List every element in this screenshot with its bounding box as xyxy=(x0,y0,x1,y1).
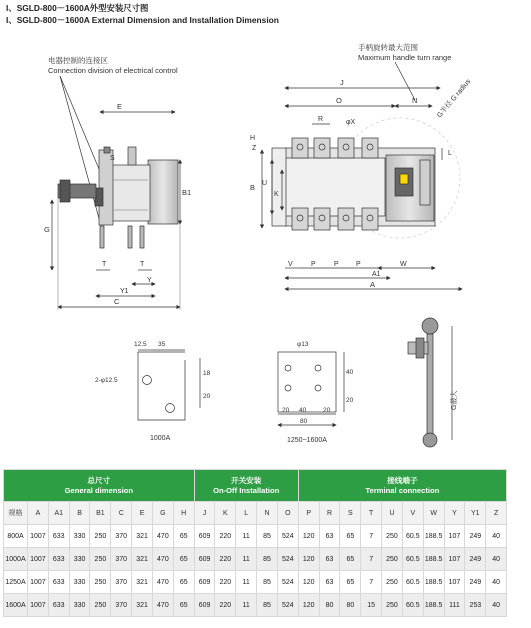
th: U xyxy=(382,502,403,525)
dim-P3: P xyxy=(356,261,361,268)
table-cell: 120 xyxy=(298,571,319,594)
row-spec-cell: 1600A xyxy=(4,594,28,617)
table-cell: 63 xyxy=(319,571,340,594)
table-cell: 65 xyxy=(340,571,361,594)
dim-N: N xyxy=(412,96,418,105)
radius-label: G半径 G radius xyxy=(436,78,473,120)
dim-C: C xyxy=(114,297,120,306)
table-cell: 370 xyxy=(111,525,132,548)
row-spec-cell: 800A xyxy=(4,525,28,548)
caption-1000a: 1000A xyxy=(150,435,171,442)
table-cell: 188.5 xyxy=(423,525,444,548)
table-cell: 7 xyxy=(361,548,382,571)
th: C xyxy=(111,502,132,525)
table-cell: 470 xyxy=(152,571,173,594)
dim-E: E xyxy=(117,102,123,111)
table-cell: 524 xyxy=(277,571,298,594)
table-cell: 188.5 xyxy=(423,594,444,617)
table-cell: 63 xyxy=(319,548,340,571)
d1250-20a: 20 xyxy=(282,407,290,414)
table-cell: 11 xyxy=(236,594,257,617)
table-cell: 321 xyxy=(132,525,153,548)
table-row xyxy=(4,571,528,594)
table-cell: 250 xyxy=(90,548,111,571)
table-cell: 250 xyxy=(90,571,111,594)
dim-L: L xyxy=(448,150,452,157)
dim-T2: T xyxy=(140,261,145,268)
group-on-off-installation: 开关安装 On-Off Installation xyxy=(194,470,298,502)
table-cell: 330 xyxy=(69,525,90,548)
table-cell: 470 xyxy=(152,594,173,617)
table-cell: 609 xyxy=(194,594,215,617)
table-cell: 65 xyxy=(173,525,194,548)
table-cell: 330 xyxy=(69,548,90,571)
table-cell: 107 xyxy=(444,548,465,571)
dim-W: W xyxy=(400,261,407,268)
dim-J: J xyxy=(340,78,344,87)
table-cell: 1007 xyxy=(28,548,49,571)
table-cell: 250 xyxy=(382,525,403,548)
table-cell: 1007 xyxy=(28,525,49,548)
table-cell: 60.5 xyxy=(402,594,423,617)
dimension-table xyxy=(3,469,528,617)
th: S xyxy=(340,502,361,525)
table-cell: 321 xyxy=(132,594,153,617)
table-cell: 250 xyxy=(382,571,403,594)
table-cell: 1007 xyxy=(28,571,49,594)
dim-R: R xyxy=(318,116,324,123)
table-cell: 11 xyxy=(236,571,257,594)
th: A1 xyxy=(48,502,69,525)
th: G xyxy=(152,502,173,525)
table-cell: 609 xyxy=(194,548,215,571)
table-cell: 321 xyxy=(132,548,153,571)
table-cell: 40 xyxy=(486,571,507,594)
table-cell: 65 xyxy=(173,571,194,594)
table-cell: 633 xyxy=(48,525,69,548)
dim-Z: Z xyxy=(252,145,257,152)
dim-T1: T xyxy=(102,261,107,268)
table-cell: 524 xyxy=(277,525,298,548)
table-cell: 220 xyxy=(215,594,236,617)
d1000-18: 18 xyxy=(203,370,211,377)
handle-label-cn: 手柄旋转最大范围 xyxy=(358,43,418,52)
dim-H: H xyxy=(250,135,256,142)
table-cell: 7 xyxy=(361,525,382,548)
table-cell: 609 xyxy=(194,525,215,548)
table-cell: 253 xyxy=(465,594,486,617)
table-cell: 65 xyxy=(340,548,361,571)
table-cell: 609 xyxy=(194,571,215,594)
table-cell: 220 xyxy=(215,525,236,548)
caption-1250a: 1250~1600A xyxy=(287,437,327,444)
row-spec-cell: 1250A xyxy=(4,571,28,594)
table-cell: 633 xyxy=(48,594,69,617)
th-spec: 规格 xyxy=(4,502,28,525)
table-cell: 250 xyxy=(382,548,403,571)
table-cell: 188.5 xyxy=(423,548,444,571)
table-cell: 321 xyxy=(132,571,153,594)
table-cell: 120 xyxy=(298,548,319,571)
th: K xyxy=(215,502,236,525)
dim-A1: A1 xyxy=(372,271,381,278)
d1250-40h: 40 xyxy=(299,407,307,414)
th: H xyxy=(173,502,194,525)
table-cell: 1007 xyxy=(28,594,49,617)
dim-K: K xyxy=(274,191,279,198)
table-cell: 40 xyxy=(486,525,507,548)
d1250-20b: 20 xyxy=(323,407,331,414)
dim-B1: B1 xyxy=(182,188,192,197)
table-cell: 107 xyxy=(444,571,465,594)
table-cell: 120 xyxy=(298,525,319,548)
d1000-12-5: 12.5 xyxy=(134,341,147,348)
d1250-80: 80 xyxy=(300,418,308,425)
dim-U: U xyxy=(262,180,268,187)
dim-A: A xyxy=(370,280,376,289)
table-cell: 80 xyxy=(319,594,340,617)
th: O xyxy=(277,502,298,525)
table-cell: 60.5 xyxy=(402,525,423,548)
table-cell: 524 xyxy=(277,548,298,571)
table-cell: 370 xyxy=(111,548,132,571)
detail-1250a xyxy=(278,341,354,444)
table-cell: 330 xyxy=(69,594,90,617)
table-cell: 11 xyxy=(236,525,257,548)
table-cell: 470 xyxy=(152,525,173,548)
title-en: I、SGLD-800－1600A External Dimension and Installation Dimension xyxy=(6,15,279,25)
table-cell: 60.5 xyxy=(402,548,423,571)
dim-O: O xyxy=(336,96,342,105)
table-cell: 188.5 xyxy=(423,571,444,594)
dim-Y: Y xyxy=(147,277,152,284)
handle-G-max: G最大 xyxy=(451,390,458,410)
th: W xyxy=(423,502,444,525)
table-cell: 107 xyxy=(444,525,465,548)
th: T xyxy=(361,502,382,525)
side-label-cn: 电器控制的连接区 xyxy=(48,56,108,65)
table-cell: 330 xyxy=(69,571,90,594)
front-view xyxy=(250,42,473,289)
table-cell: 249 xyxy=(465,548,486,571)
table-cell: 85 xyxy=(257,525,278,548)
dim-P1: P xyxy=(311,261,316,268)
table-cell: 370 xyxy=(111,571,132,594)
table-cell: 85 xyxy=(257,548,278,571)
th: B xyxy=(69,502,90,525)
dim-B: B xyxy=(250,183,256,192)
dim-Y1: Y1 xyxy=(120,288,129,295)
table-cell: 11 xyxy=(236,548,257,571)
table-row xyxy=(4,525,528,548)
th: R xyxy=(319,502,340,525)
dim-X: φX xyxy=(346,119,356,126)
table-cell: 120 xyxy=(298,594,319,617)
group-terminal-connection: 接线端子 Terminal connection xyxy=(298,470,506,502)
side-view xyxy=(44,55,191,310)
table-cell: 633 xyxy=(48,548,69,571)
table-cell: 65 xyxy=(173,548,194,571)
d1000-35: 35 xyxy=(158,341,166,348)
table-cell: 63 xyxy=(319,525,340,548)
row-spec-cell: 1000A xyxy=(4,548,28,571)
th: Y xyxy=(444,502,465,525)
dim-G: G xyxy=(44,225,50,234)
th: P xyxy=(298,502,319,525)
handle-label-en: Maximum handle turn range xyxy=(358,53,452,62)
table-cell: 65 xyxy=(173,594,194,617)
table-cell: 250 xyxy=(382,594,403,617)
table-cell: 524 xyxy=(277,594,298,617)
table-cell: 80 xyxy=(340,594,361,617)
dim-V: V xyxy=(288,261,293,268)
table-row xyxy=(4,594,528,617)
table-cell: 633 xyxy=(48,571,69,594)
table-cell: 15 xyxy=(361,594,382,617)
table-cell: 370 xyxy=(111,594,132,617)
table-row xyxy=(4,548,528,571)
d1250-40v: 40 xyxy=(346,369,354,376)
table-cell: 85 xyxy=(257,571,278,594)
th: B1 xyxy=(90,502,111,525)
d1000-hole: 2-φ12.5 xyxy=(95,377,118,384)
table-cell: 7 xyxy=(361,571,382,594)
dim-P2: P xyxy=(334,261,339,268)
d1250-20v: 20 xyxy=(346,397,354,404)
side-label-en: Connection division of electrical control xyxy=(48,66,178,75)
dim-S: S xyxy=(110,155,115,162)
th: L xyxy=(236,502,257,525)
group-general-dimension: 总尺寸 General dimension xyxy=(4,470,195,502)
title-cn: I、SGLD-800－1600A外型安装尺寸图 xyxy=(6,3,149,13)
table-cell: 250 xyxy=(90,525,111,548)
table-cell: 60.5 xyxy=(402,571,423,594)
d1250-hole: φ13 xyxy=(297,341,309,348)
table-cell: 40 xyxy=(486,548,507,571)
th: Y1 xyxy=(465,502,486,525)
table-cell: 250 xyxy=(90,594,111,617)
handle-view xyxy=(408,318,458,447)
d1000-20: 20 xyxy=(203,393,211,400)
table-cell: 220 xyxy=(215,548,236,571)
th: V xyxy=(402,502,423,525)
table-cell: 249 xyxy=(465,571,486,594)
table-cell: 65 xyxy=(340,525,361,548)
table-cell: 249 xyxy=(465,525,486,548)
th: E xyxy=(132,502,153,525)
th: J xyxy=(194,502,215,525)
table-cell: 85 xyxy=(257,594,278,617)
table-cell: 470 xyxy=(152,548,173,571)
table-header-row xyxy=(4,502,528,525)
table-cell: 220 xyxy=(215,571,236,594)
th: A xyxy=(28,502,49,525)
detail-1000a xyxy=(95,341,211,442)
table-cell: 111 xyxy=(444,594,465,617)
th: Z xyxy=(486,502,507,525)
th: N xyxy=(257,502,278,525)
table-cell: 40 xyxy=(486,594,507,617)
